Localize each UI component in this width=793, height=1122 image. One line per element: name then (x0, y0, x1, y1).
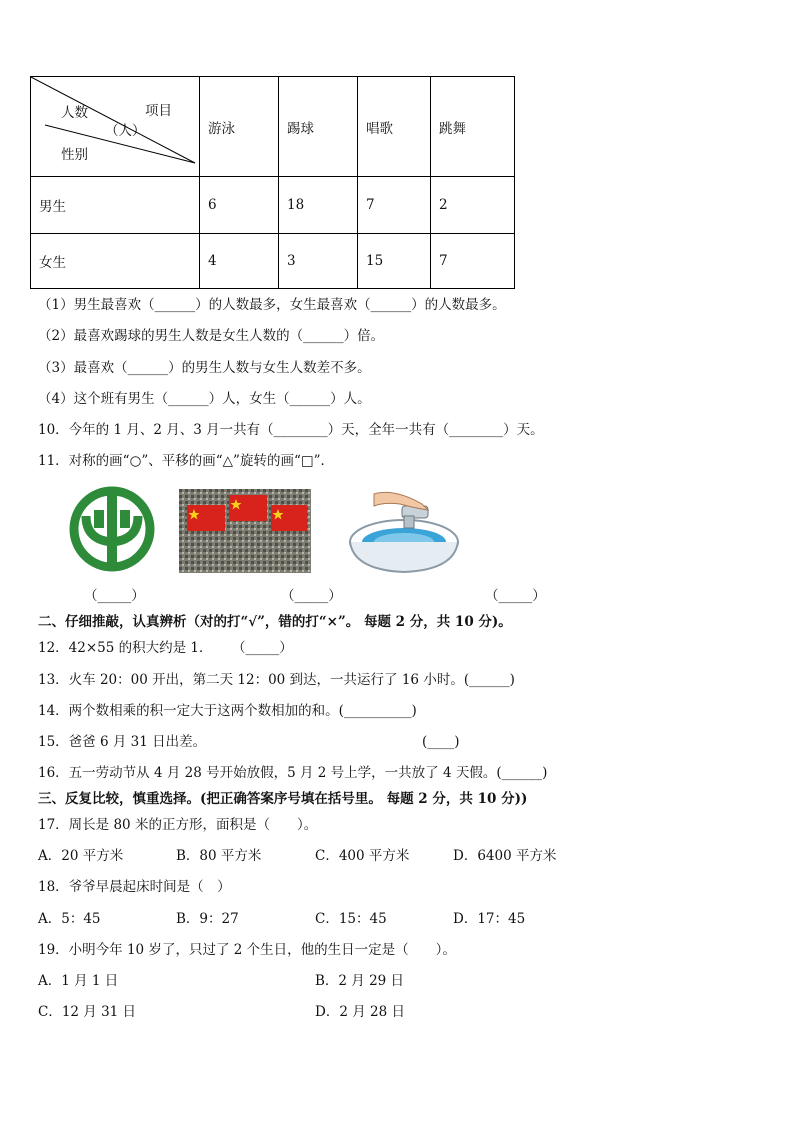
question-9-1: （1）男生最喜欢（______）的人数最多，女生最喜欢（______）的人数最多。 (38, 297, 506, 313)
question-17: 17．周长是 80 米的正方形，面积是（ ）。 (38, 817, 318, 833)
q18-option-b[interactable]: B．9：27 (176, 911, 239, 927)
survey-table (30, 76, 515, 289)
header-count-label: 人数 (61, 105, 88, 121)
table-corner-header (31, 77, 200, 177)
cell-boys-dance: 2 (431, 177, 515, 234)
header-item-label: 项目 (145, 103, 172, 119)
question-18: 18．爷爷早晨起床时间是（ ） (38, 879, 231, 895)
flags-crowd-image (179, 489, 311, 573)
section-3-heading: 三、反复比较，慎重选择。(把正确答案序号填在括号里。 每题 2 分，共 10 分)) (38, 791, 528, 807)
question-10: 10．今年的 1 月、2 月、3 月一共有（________）天，全年一共有（________）天。 (38, 422, 544, 438)
row-label-boys: 男生 (31, 177, 200, 234)
question-12-blank[interactable]: （_____） (232, 640, 293, 656)
q17-option-c[interactable]: C．400 平方米 (315, 848, 410, 864)
question-15: 15．爸爸 6 月 31 日出差。 (38, 734, 207, 750)
agricultural-bank-logo-icon (64, 486, 160, 572)
q17-option-d[interactable]: D．6400 平方米 (453, 848, 557, 864)
column-header-swim: 游泳 (200, 77, 279, 177)
header-gender-label: 性别 (61, 147, 88, 163)
question-11: 11．对称的画“○”、平移的画“△”旋转的画“□”． (38, 453, 335, 469)
table-row-girls (31, 234, 515, 289)
q19-option-c[interactable]: C．12 月 31 日 (38, 1004, 137, 1020)
q18-option-a[interactable]: A．5：45 (38, 911, 101, 927)
q18-option-c[interactable]: C．15：45 (315, 911, 387, 927)
row-label-girls: 女生 (31, 234, 200, 289)
cell-girls-dance: 7 (431, 234, 515, 289)
question-16: 16．五一劳动节从 4 月 28 号开始放假，5 月 2 号上学，一共放了 4 天假。(______) (38, 765, 548, 781)
cell-boys-football: 18 (279, 177, 358, 234)
faucet-basin-image (344, 486, 462, 576)
question-13: 13．火车 20：00 开出，第二天 12：00 到达，一共运行了 16 小时。(______) (38, 672, 515, 688)
header-unit-label: （人） (105, 123, 146, 139)
question-14: 14．两个数相乘的积一定大于这两个数相加的和。(__________) (38, 703, 417, 719)
column-header-football: 踢球 (279, 77, 358, 177)
q19-option-d[interactable]: D．2 月 28 日 (315, 1004, 405, 1020)
section-2-heading: 二、仔细推敲，认真辨析（对的打“√”，错的打“×”。 每题 2 分，共 10 分)。 (38, 614, 512, 630)
q18-option-d[interactable]: D．17：45 (453, 911, 526, 927)
question-9-4: （4）这个班有男生（______）人，女生（______）人。 (38, 391, 371, 407)
q19-option-a[interactable]: A．1 月 1 日 (38, 973, 119, 989)
column-header-sing: 唱歌 (358, 77, 431, 177)
question-9-3: （3）最喜欢（______）的男生人数与女生人数差不多。 (38, 360, 371, 376)
q19-option-b[interactable]: B．2 月 29 日 (315, 973, 405, 989)
picture-2-answer-blank[interactable]: （_____） (281, 588, 342, 604)
question-19: 19．小明今年 10 岁了，只过了 2 个生日，他的生日一定是（ ）。 (38, 942, 456, 958)
picture-3-answer-blank[interactable]: （_____） (485, 588, 546, 604)
cell-boys-sing: 7 (358, 177, 431, 234)
cell-girls-football: 3 (279, 234, 358, 289)
question-9-2: （2）最喜欢踢球的男生人数是女生人数的（______）倍。 (38, 328, 385, 344)
picture-1-answer-blank[interactable]: （_____） (84, 588, 145, 604)
question-15-blank[interactable]: (____) (422, 734, 460, 750)
column-header-dance: 跳舞 (431, 77, 515, 177)
cell-boys-swim: 6 (200, 177, 279, 234)
q17-option-b[interactable]: B．80 平方米 (176, 848, 262, 864)
table-row-boys (31, 177, 515, 234)
q17-option-a[interactable]: A．20 平方米 (38, 848, 124, 864)
cell-girls-swim: 4 (200, 234, 279, 289)
cell-girls-sing: 15 (358, 234, 431, 289)
question-12: 12．42×55 的积大约是 1． (38, 640, 213, 656)
